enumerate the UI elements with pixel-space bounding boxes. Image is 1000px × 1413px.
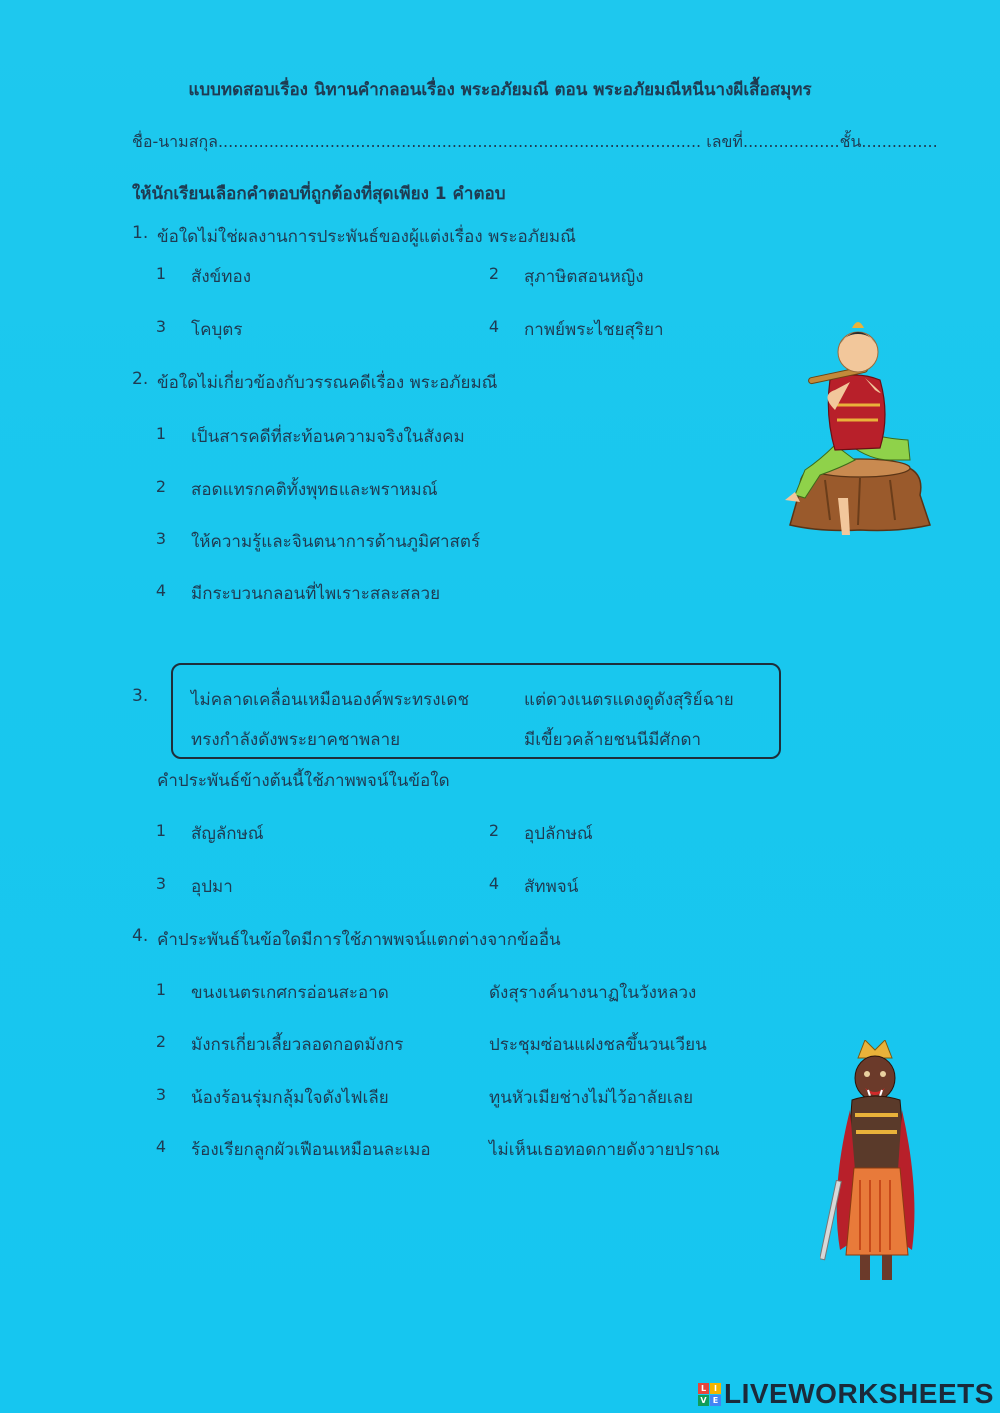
question-3-number: 3. — [132, 686, 149, 706]
q4-option-3[interactable]: น้องร้อนรุ่มกลุ้มใจดังไฟเลีย — [191, 1088, 389, 1108]
logo-blocks — [698, 1383, 721, 1406]
q2-option-1-number: 1 — [155, 424, 167, 443]
q4-option-2-number: 2 — [155, 1032, 167, 1051]
q4-option-1-number: 1 — [155, 980, 167, 999]
q4-option-2[interactable]: มังกรเกี่ยวเลี้ยวลอดกอดมังกร — [191, 1035, 404, 1055]
poem-line-2-a: ทรงกำลังดังพระยาคชาพลาย — [191, 730, 401, 750]
logo-block-v: V — [698, 1395, 709, 1406]
student-info-line[interactable]: ชื่อ-นามสกุล............................................................................................... เลขที่...................ชั้น............... — [132, 132, 938, 151]
q3-option-1[interactable]: สัญลักษณ์ — [191, 824, 264, 844]
question-2-number: 2. — [132, 369, 149, 389]
q1-option-4-number: 4 — [488, 317, 500, 336]
q1-option-3[interactable]: โคบุตร — [191, 320, 243, 340]
q4-option-3-number: 3 — [155, 1085, 167, 1104]
q3-option-2[interactable]: อุปลักษณ์ — [524, 824, 593, 844]
q3-option-4[interactable]: สัทพจน์ — [524, 877, 579, 897]
q4-option-4-number: 4 — [155, 1137, 167, 1156]
q2-option-2[interactable]: สอดแทรกคติทั้งพุทธและพราหมณ์ — [191, 480, 438, 500]
q1-option-2-number: 2 — [488, 264, 500, 283]
q1-option-3-number: 3 — [155, 317, 167, 336]
q4-option-3-line-2[interactable]: ทูนหัวเมียช่างไม่ไว้อาลัยเลย — [489, 1088, 694, 1108]
q3-option-2-number: 2 — [488, 821, 500, 840]
q2-option-2-number: 2 — [155, 477, 167, 496]
worksheet-title: แบบทดสอบเรื่อง นิทานคำกลอนเรื่อง พระอภัยมณี ตอน พระอภัยมณีหนีนางผีเสื้อสมุทร — [188, 80, 812, 100]
q2-option-3-number: 3 — [155, 529, 167, 548]
q4-option-2-line-2[interactable]: ประชุมซ่อนแฝงชลขึ้นวนเวียน — [489, 1035, 707, 1055]
q4-option-4[interactable]: ร้องเรียกลูกผัวเฟือนเหมือนละเมอ — [191, 1140, 431, 1160]
q4-option-1-line-2[interactable]: ดังสุรางค์นางนาฏในวังหลวง — [489, 983, 697, 1003]
q2-option-4-number: 4 — [155, 581, 167, 600]
poem-line-2-b: มีเขี้ยวคล้ายชนนีมีศักดา — [524, 730, 702, 750]
q1-option-4[interactable]: กาพย์พระไชยสุริยา — [524, 320, 664, 340]
flute-playing-prince-icon — [780, 320, 945, 550]
giantess-character-icon — [820, 1040, 930, 1290]
question-1-text: ข้อใดไม่ใช่ผลงานการประพันธ์ของผู้แต่งเรื่อง พระอภัยมณี — [157, 227, 576, 247]
logo-block-i: I — [710, 1383, 721, 1394]
question-1-number: 1. — [132, 223, 149, 243]
q3-option-4-number: 4 — [488, 874, 500, 893]
q1-option-2[interactable]: สุภาษิตสอนหญิง — [524, 267, 644, 287]
q4-option-1[interactable]: ขนงเนตรเกศกรอ่อนสะอาด — [191, 983, 389, 1003]
q2-option-3[interactable]: ให้ความรู้และจินตนาการด้านภูมิศาสตร์ — [191, 532, 481, 552]
q2-option-4[interactable]: มีกระบวนกลอนที่ไพเราะสละสลวย — [191, 584, 441, 604]
q1-option-1-number: 1 — [155, 264, 167, 283]
question-4-number: 4. — [132, 926, 149, 946]
poem-line-1-a: ไม่คลาดเคลื่อนเหมือนองค์พระทรงเดช — [191, 690, 469, 710]
q3-option-1-number: 1 — [155, 821, 167, 840]
logo-block-e: E — [710, 1395, 721, 1406]
q3-option-3-number: 3 — [155, 874, 167, 893]
question-2-text: ข้อใดไม่เกี่ยวข้องกับวรรณคดีเรื่อง พระอภัยมณี — [157, 373, 498, 393]
question-4-text: คำประพันธ์ในข้อใดมีการใช้ภาพพจน์แตกต่างจากข้ออื่น — [157, 930, 561, 950]
instruction-text: ให้นักเรียนเลือกคำตอบที่ถูกต้องที่สุดเพียง 1 คำตอบ — [132, 184, 506, 204]
question-3-text: คำประพันธ์ข้างต้นนี้ใช้ภาพพจน์ในข้อใด — [157, 771, 450, 791]
logo-block-l: L — [698, 1383, 709, 1394]
poem-line-1-b: แต่ดวงเนตรแดงดูดังสุริย์ฉาย — [524, 690, 734, 710]
q1-option-1[interactable]: สังข์ทอง — [191, 267, 252, 287]
liveworksheets-logo — [698, 1378, 994, 1410]
q2-option-1[interactable]: เป็นสารคดีที่สะท้อนความจริงในสังคม — [191, 427, 465, 447]
q3-option-3[interactable]: อุปมา — [191, 877, 233, 897]
logo-text: LIVEWORKSHEETS — [724, 1378, 994, 1409]
q4-option-4-line-2[interactable]: ไม่เห็นเธอทอดกายดังวายปราณ — [489, 1140, 720, 1160]
